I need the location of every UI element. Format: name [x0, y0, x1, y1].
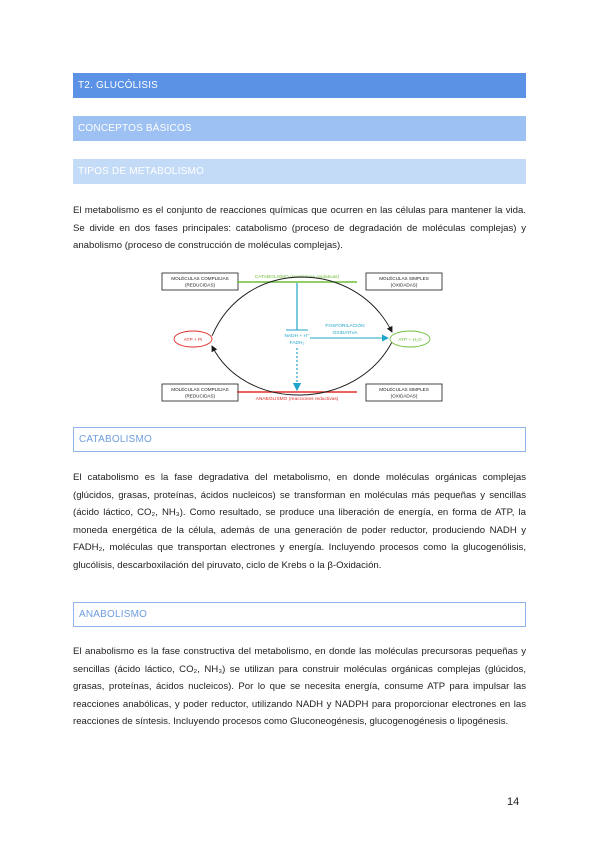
catabolism-label: CATABOLISMO (reacciones oxidativas) [254, 275, 340, 280]
page-number: 14 [507, 796, 520, 808]
catabolism-paragraph: El catabolismo es la fase degradativa del metabolismo, en donde moléculas orgánicas complejas (glúcidos, grasas, proteínas, ácidos nucleicos) se transforman en moléculas más pequeñas y sencillas (ácido láctico, CO₂, NH₃). Como resultado, se produce una liberación de energía, en forma de ATP, la moneda energética de la célula, además de una generación de poder reductor, produciendo NADH y FADH₂, moléculas que transportan electrones y energía. Incluyendo procesos como la glucogenólisis, glucólisis, descarboxilación del piruvato, ciclo de Krebs o la β-Oxidación. [73, 472, 526, 571]
section-title-catabolism: CATABOLISMO [79, 434, 152, 445]
simple-top-line1: MOLÉCULAS SIMPLES [379, 276, 429, 281]
simple-bottom-line2: (OXIDADAS) [390, 393, 418, 399]
anabolism-paragraph: El anabolismo es la fase constructiva del metabolismo, en donde las moléculas precursoras pequeñas y sencillas (ácido láctico, CO₂, NH₃) se utilizan para construir moléculas orgánicas complejas (glúcidos, grasas, proteínas, ácidos nucleicos). Por lo que se necesita energía, consume ATP para impulsar las reacciones anabólicas, y poder reductor, utilizando NADH y NADPH para proporcionar electrones en las reacciones de síntesis. Incluyendo procesos como Gluconeogénesis, glucogenogénesis o lipogénesis. [73, 646, 526, 728]
simple-top-line2: (OXIDADAS) [390, 282, 418, 288]
chapter-title: T2. GLUCÓLISIS [78, 80, 159, 91]
section-title-anabolism: ANABOLISMO [79, 609, 148, 620]
anabolism-curve-arrow [212, 342, 392, 395]
atp-right-label: ATP + H₂O [398, 338, 422, 343]
complex-top-line1: MOLÉCULAS COMPLEJAS [171, 276, 229, 281]
anabolism-label: ANABOLISMO (reacciones reductivas) [255, 397, 339, 402]
phosphorylation-label-line2: OXIDATIVA [332, 331, 358, 336]
section-header-anabolism [73, 602, 526, 627]
section-title-basic-concepts: CONCEPTOS BÁSICOS [78, 123, 192, 134]
catabolism-curve-arrow [212, 277, 392, 336]
complex-bottom-line1: MOLÉCULAS COMPLEJAS [171, 387, 229, 392]
nadh-label-line2: FADH₂ [289, 341, 305, 346]
simple-bottom-line1: MOLÉCULAS SIMPLES [379, 387, 429, 392]
complex-bottom-line2: (REDUCIDAS) [184, 393, 216, 399]
complex-top-line2: (REDUCIDAS) [184, 282, 216, 288]
section-header-catabolism [73, 427, 526, 452]
intro-paragraph: El metabolismo es el conjunto de reacciones químicas que ocurren en las células para mantener la vida. Se divide en dos fases principales: catabolismo (proceso de degradación de moléculas complejas) y anabolismo (proceso de construcción de moléculas complejas). [73, 205, 526, 252]
atp-left-label: ATP + Pi [183, 338, 203, 343]
phosphorylation-label-line1: FOSFORILACIÓN [325, 324, 365, 329]
section-title-metabolism-types: TIPOS DE METABOLISMO [78, 166, 205, 177]
nadh-label-line1: NADH + H⁺ [284, 334, 310, 339]
